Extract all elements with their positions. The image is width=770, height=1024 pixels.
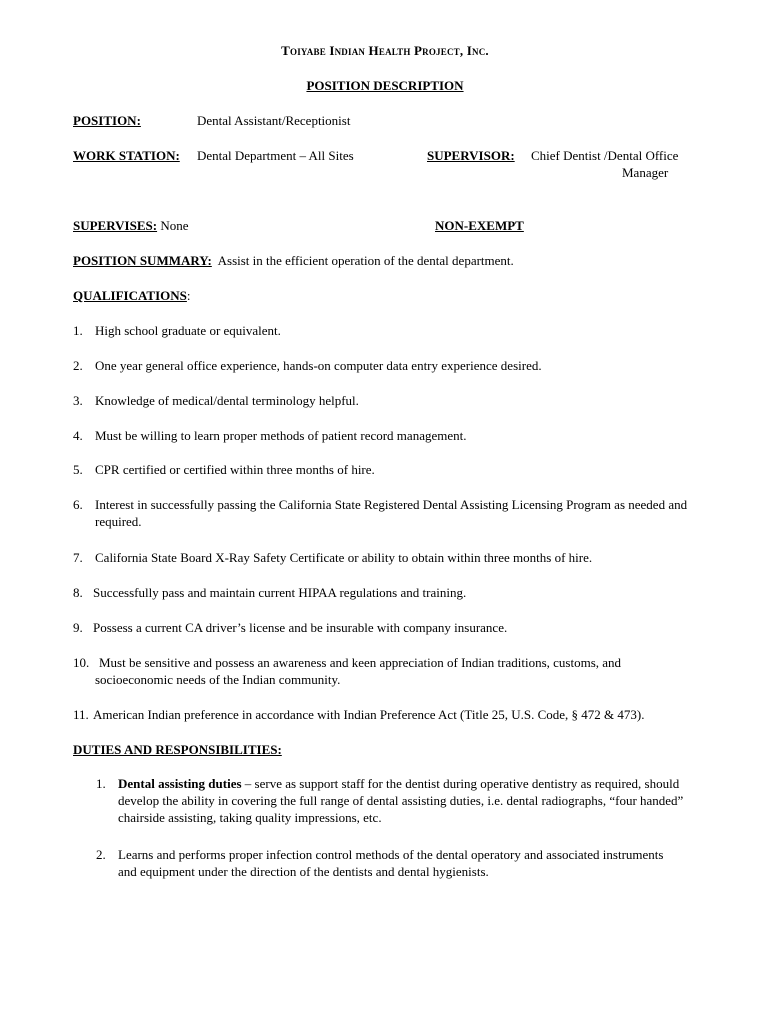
position-value: Dental Assistant/Receptionist	[197, 113, 351, 128]
qualification-item	[73, 654, 693, 688]
qualification-item	[73, 427, 693, 444]
work-station-label: WORK STATION:	[73, 148, 180, 163]
duty-number: 2.	[96, 847, 106, 862]
qualification-number: 10.	[73, 655, 90, 670]
duty-text: Learns and performs proper infection control methods of the dental operatory and associated instruments and equipment under the direction of the dentists and dental hygienists.	[118, 847, 664, 879]
qualification-text: CPR certified or certified within three months of hire.	[95, 462, 375, 477]
qualification-text: High school graduate or equivalent.	[95, 323, 281, 338]
duty-text: – serve as support staff for the dentist during operative dentistry as required, should develop the ability in covering the full range of dental assisting duties, i.e. dental radiographs, “four handed” chairside assisting, taking quality impressions, etc.	[118, 776, 684, 825]
qualification-number: 1.	[73, 323, 83, 338]
qualification-number: 2.	[73, 358, 83, 373]
qualification-item	[73, 357, 693, 374]
qualification-item	[73, 619, 693, 636]
qualification-number: 6.	[73, 497, 83, 512]
qualification-text: American Indian preference in accordance with Indian Preference Act (Title 25, U.S. Code, § 472 & 473).	[93, 707, 645, 722]
supervises-label: SUPERVISES:	[73, 218, 158, 233]
duty-number: 1.	[96, 776, 106, 791]
qualification-number: 5.	[73, 462, 83, 477]
position-label: POSITION:	[73, 113, 141, 128]
duty-bold-title: Dental assisting duties	[118, 776, 242, 791]
duties-heading: DUTIES AND RESPONSIBILITIES:	[73, 742, 282, 757]
supervises-row	[73, 217, 189, 234]
document-title: POSITION DESCRIPTION	[306, 78, 464, 93]
qualification-number: 8.	[73, 585, 83, 600]
qualification-item	[73, 392, 693, 409]
work-station-value: Dental Department – All Sites	[197, 148, 354, 163]
qualifications-heading-row	[73, 287, 191, 304]
qualification-number: 11.	[73, 707, 89, 722]
supervisor-value-line1: Chief Dentist /Dental Office	[531, 148, 679, 163]
qualification-item	[73, 584, 693, 601]
qualification-item	[73, 322, 693, 339]
qualification-item	[73, 706, 693, 723]
supervisor-value-line2: Manager	[622, 165, 669, 180]
supervises-value: None	[160, 218, 189, 233]
qualifications-heading-colon: :	[186, 288, 191, 303]
qualification-text: Knowledge of medical/dental terminology helpful.	[95, 393, 359, 408]
qualification-number: 4.	[73, 428, 83, 443]
qualification-text: One year general office experience, hands-on computer data entry experience desired.	[95, 358, 542, 373]
position-summary-value: Assist in the efficient operation of the dental department.	[217, 253, 514, 268]
qualification-number: 9.	[73, 620, 83, 635]
position-summary-label: POSITION SUMMARY:	[73, 253, 212, 268]
qualification-text: Interest in successfully passing the California State Registered Dental Assisting Licensing Program as needed and required.	[95, 497, 688, 529]
duty-item	[96, 846, 670, 880]
qualification-number: 7.	[73, 550, 83, 565]
organization-name: Toiyabe Indian Health Project, Inc.	[281, 43, 489, 58]
duty-item	[96, 775, 700, 826]
qualification-item	[73, 549, 693, 566]
qualifications-heading: QUALIFICATIONS	[73, 288, 187, 303]
exempt-status: NON-EXEMPT	[435, 218, 524, 233]
qualification-text: California State Board X-Ray Safety Certificate or ability to obtain within three months of hire.	[95, 550, 593, 565]
qualification-text: Successfully pass and maintain current HIPAA regulations and training.	[93, 585, 467, 600]
position-summary-row	[73, 252, 514, 269]
qualification-number: 3.	[73, 393, 83, 408]
qualification-text: Possess a current CA driver’s license and be insurable with company insurance.	[93, 620, 508, 635]
qualification-item	[73, 461, 693, 478]
qualification-item	[73, 496, 693, 530]
supervisor-label: SUPERVISOR:	[427, 148, 515, 163]
qualification-text: Must be willing to learn proper methods of patient record management.	[95, 428, 467, 443]
qualification-text: Must be sensitive and possess an awareness and keen appreciation of Indian traditions, customs, and socioeconomic needs of the Indian community.	[95, 655, 622, 687]
